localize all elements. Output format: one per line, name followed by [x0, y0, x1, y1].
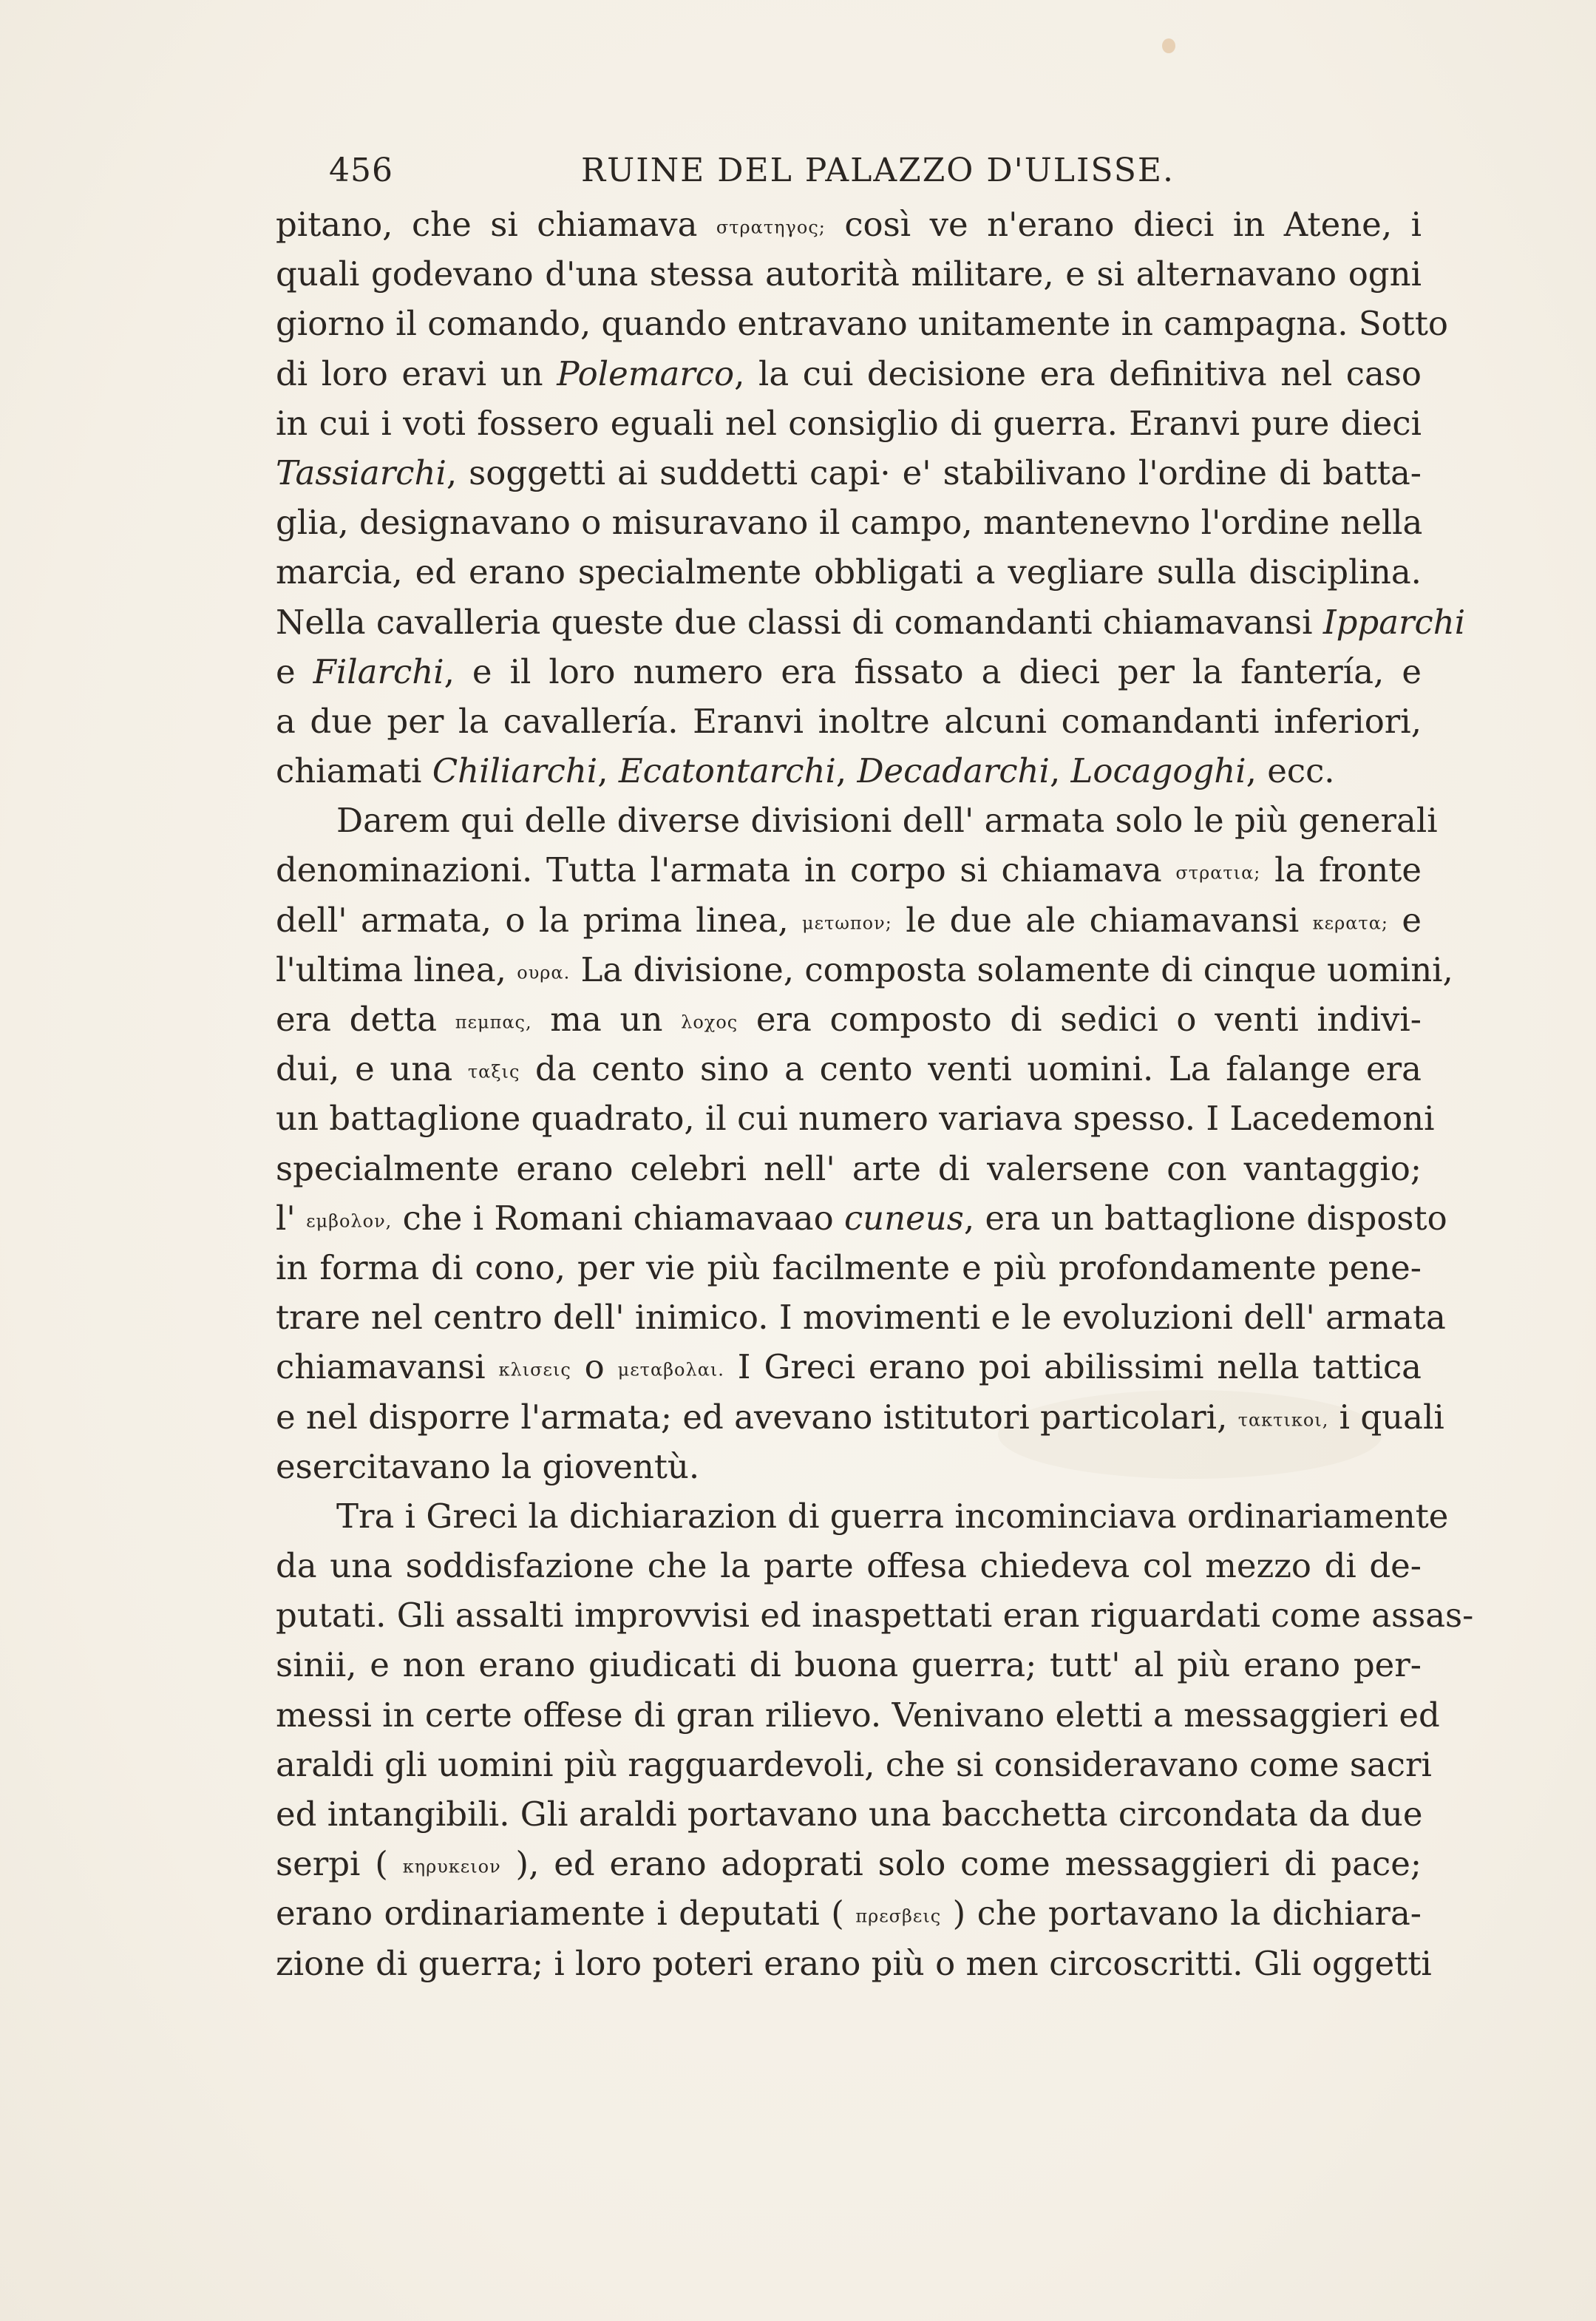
- text-run: ), ed erano adoprati solo come messaggieri di pace;: [500, 1844, 1422, 1884]
- text-run: l': [276, 1198, 307, 1238]
- text-line: [276, 1740, 1432, 1789]
- text-line: [276, 349, 1422, 399]
- text-run: o: [571, 1347, 618, 1387]
- text-line: [276, 1839, 1422, 1888]
- text-run: ) che portavano la dichiara-: [941, 1894, 1422, 1934]
- text-run: Darem qui delle diverse divisioni dell' armata solo le più generali: [336, 801, 1438, 841]
- text-run: la fronte: [1260, 850, 1422, 890]
- text-run: l'ultima linea,: [276, 949, 517, 989]
- text-run: specialmente erano celebri nell' arte di valersene con vantaggio;: [276, 1148, 1422, 1188]
- greek-term: πρεσβεις: [855, 1905, 942, 1927]
- text-line: [276, 1640, 1422, 1690]
- text-line: [276, 249, 1422, 299]
- text-line: [276, 995, 1422, 1044]
- italic-term: Ecatontarchi: [618, 751, 836, 791]
- text-line: [276, 200, 1422, 249]
- text-run: era detta: [276, 1000, 455, 1039]
- text-run: ,: [835, 751, 858, 791]
- text-line: [276, 1590, 1474, 1640]
- text-line: [276, 1789, 1422, 1839]
- greek-term: ουρα.: [517, 962, 571, 983]
- text-line: [276, 448, 1422, 498]
- text-run: , era un battaglione disposto: [963, 1198, 1447, 1238]
- text-line: [276, 945, 1453, 995]
- text-line: [276, 299, 1449, 348]
- text-run: che i Romani chiamavaao: [392, 1198, 844, 1238]
- text-run: Nella cavalleria queste due classi di comandanti chiamavansi: [276, 602, 1323, 642]
- text-line: [276, 1491, 1449, 1541]
- text-run: di loro eravi un: [276, 353, 557, 393]
- greek-term: μεταβολαι.: [617, 1359, 724, 1380]
- text-line: [276, 746, 1422, 796]
- text-run: i quali: [1328, 1397, 1444, 1437]
- text-line: [276, 1292, 1446, 1342]
- text-run: da una soddisfazione che la parte offesa chiedeva col mezzo di de-: [276, 1546, 1422, 1586]
- greek-term: μετωπον;: [802, 912, 892, 934]
- text-run: erano ordinariamente i deputati (: [276, 1894, 856, 1934]
- text-line: [276, 1094, 1435, 1143]
- text-line: [276, 1392, 1444, 1442]
- greek-term: κερατα;: [1312, 912, 1388, 934]
- body-text: [276, 200, 1474, 1988]
- text-run: in forma di cono, per vie più facilmente e più profondamente pene-: [276, 1247, 1422, 1287]
- text-run: serpi (: [276, 1844, 403, 1884]
- text-run: da cento sino a cento venti uomini. La falange era: [520, 1049, 1422, 1089]
- greek-term: πεμπας,: [455, 1012, 532, 1033]
- text-run: chiamavansi: [276, 1347, 499, 1387]
- text-run: putati. Gli assalti improvvisi ed inaspettati eran riguardati come assas-: [276, 1596, 1474, 1636]
- text-run: , ecc.: [1246, 751, 1335, 791]
- greek-term: ταξις: [467, 1061, 520, 1082]
- text-run: La divisione, composta solamente di cinque uomini,: [570, 949, 1453, 989]
- text-run: glia, designavano o misuravano il campo, mantenevno l'ordine nella: [276, 503, 1423, 543]
- text-run: a due per la cavallería. Eranvi inoltre alcuni comandanti inferiori,: [276, 701, 1422, 741]
- text-run: ma un: [532, 1000, 682, 1039]
- italic-term: Chiliarchi: [432, 751, 598, 791]
- text-run: un battaglione quadrato, il cui numero variava spesso. I Lacedemoni: [276, 1099, 1435, 1139]
- text-line: [276, 1442, 1422, 1491]
- text-run: in cui i voti fossero eguali nel consiglio di guerra. Eranvi pure dieci: [276, 403, 1422, 443]
- italic-term: Decadarchi: [857, 751, 1050, 791]
- italic-term: Ipparchi: [1322, 602, 1466, 642]
- italic-term: Polemarco: [557, 353, 735, 393]
- text-line: [276, 697, 1422, 746]
- text-run: le due ale chiamavansi: [892, 900, 1313, 940]
- running-head: RUINE DEL PALAZZO D'ULISSE.: [581, 152, 1175, 189]
- text-line: [276, 399, 1422, 448]
- text-run: ,: [597, 751, 619, 791]
- italic-term: Filarchi: [313, 651, 444, 691]
- text-run: I Greci erano poi abilissimi nella tattica: [724, 1347, 1422, 1387]
- text-run: trare nel centro dell' inimico. I movimenti e le evoluzioni dell' armata: [276, 1298, 1446, 1338]
- text-line: [276, 845, 1422, 895]
- italic-term: Locagoghi: [1070, 751, 1246, 791]
- text-run: sinii, e non erano giudicati di buona guerra; tutt' al più erano per-: [276, 1645, 1422, 1685]
- paper-spot: [1162, 38, 1175, 53]
- text-line: [276, 796, 1438, 845]
- text-line: [276, 1690, 1440, 1740]
- text-run: denominazioni. Tutta l'armata in corpo si chiamava: [276, 850, 1176, 890]
- text-run: quali godevano d'una stessa autorità militare, e si alternavano ogni: [276, 254, 1422, 294]
- text-run: marcia, ed erano specialmente obbligati a vegliare sulla disciplina.: [276, 552, 1422, 592]
- greek-term: στρατια;: [1175, 862, 1261, 884]
- greek-term: στρατηγος;: [716, 217, 826, 238]
- page-number: 456: [329, 152, 393, 189]
- text-run: era composto di sedici o venti indivi-: [738, 1000, 1422, 1039]
- text-line: [276, 647, 1422, 697]
- text-line: [276, 547, 1422, 597]
- page-header: [276, 152, 1422, 196]
- text-run: giorno il comando, quando entravano unitamente in campagna. Sotto: [276, 304, 1449, 344]
- text-run: , la cui decisione era definitiva nel caso: [734, 353, 1422, 393]
- text-line: [276, 895, 1422, 945]
- text-run: così ve n'erano dieci in Atene, i: [825, 205, 1422, 244]
- text-run: e: [1388, 900, 1422, 940]
- text-line: [276, 1044, 1422, 1094]
- text-run: pitano, che si chiamava: [276, 205, 716, 244]
- text-run: esercitavano la gioventù.: [276, 1446, 700, 1486]
- text-run: Tra i Greci la dichiarazion di guerra incominciava ordinariamente: [336, 1496, 1449, 1536]
- text-run: , soggetti ai suddetti capi· e' stabilivano l'ordine di batta-: [446, 453, 1422, 492]
- text-line: [276, 1541, 1422, 1590]
- text-run: ed intangibili. Gli araldi portavano una bacchetta circondata da due: [276, 1795, 1423, 1834]
- text-line: [276, 1888, 1422, 1938]
- text-run: e nel disporre l'armata; ed avevano istitutori particolari,: [276, 1397, 1238, 1437]
- text-line: [276, 1193, 1447, 1243]
- text-run: e: [276, 651, 313, 691]
- greek-term: κλισεις: [498, 1359, 571, 1380]
- text-run: dell' armata, o la prima linea,: [276, 900, 803, 940]
- text-line: [276, 1144, 1422, 1193]
- text-run: araldi gli uomini più ragguardevoli, che si consideravano come sacri: [276, 1744, 1432, 1784]
- text-line: [276, 1342, 1422, 1392]
- text-run: messi in certe offese di gran rilievo. Venivano eletti a messaggieri ed: [276, 1695, 1440, 1735]
- text-run: dui, e una: [276, 1049, 468, 1089]
- greek-term: κηρυκειον: [402, 1856, 501, 1877]
- text-run: zione di guerra; i loro poteri erano più o men circoscritti. Gli oggetti: [276, 1943, 1432, 1983]
- greek-term: λοχος: [681, 1012, 738, 1033]
- greek-term: εμβολον,: [306, 1210, 393, 1232]
- text-run: chiamati: [276, 751, 432, 791]
- text-line: [276, 1243, 1422, 1292]
- text-line: [276, 597, 1466, 647]
- greek-term: τακτικοι,: [1237, 1409, 1329, 1430]
- text-run: ,: [1049, 751, 1071, 791]
- italic-term: cuneus: [843, 1198, 964, 1238]
- italic-term: Tassiarchi: [276, 453, 446, 492]
- text-line: [276, 498, 1422, 547]
- text-run: , e il loro numero era fissato a dieci per la fantería, e: [444, 651, 1422, 691]
- text-line: [276, 1939, 1432, 1988]
